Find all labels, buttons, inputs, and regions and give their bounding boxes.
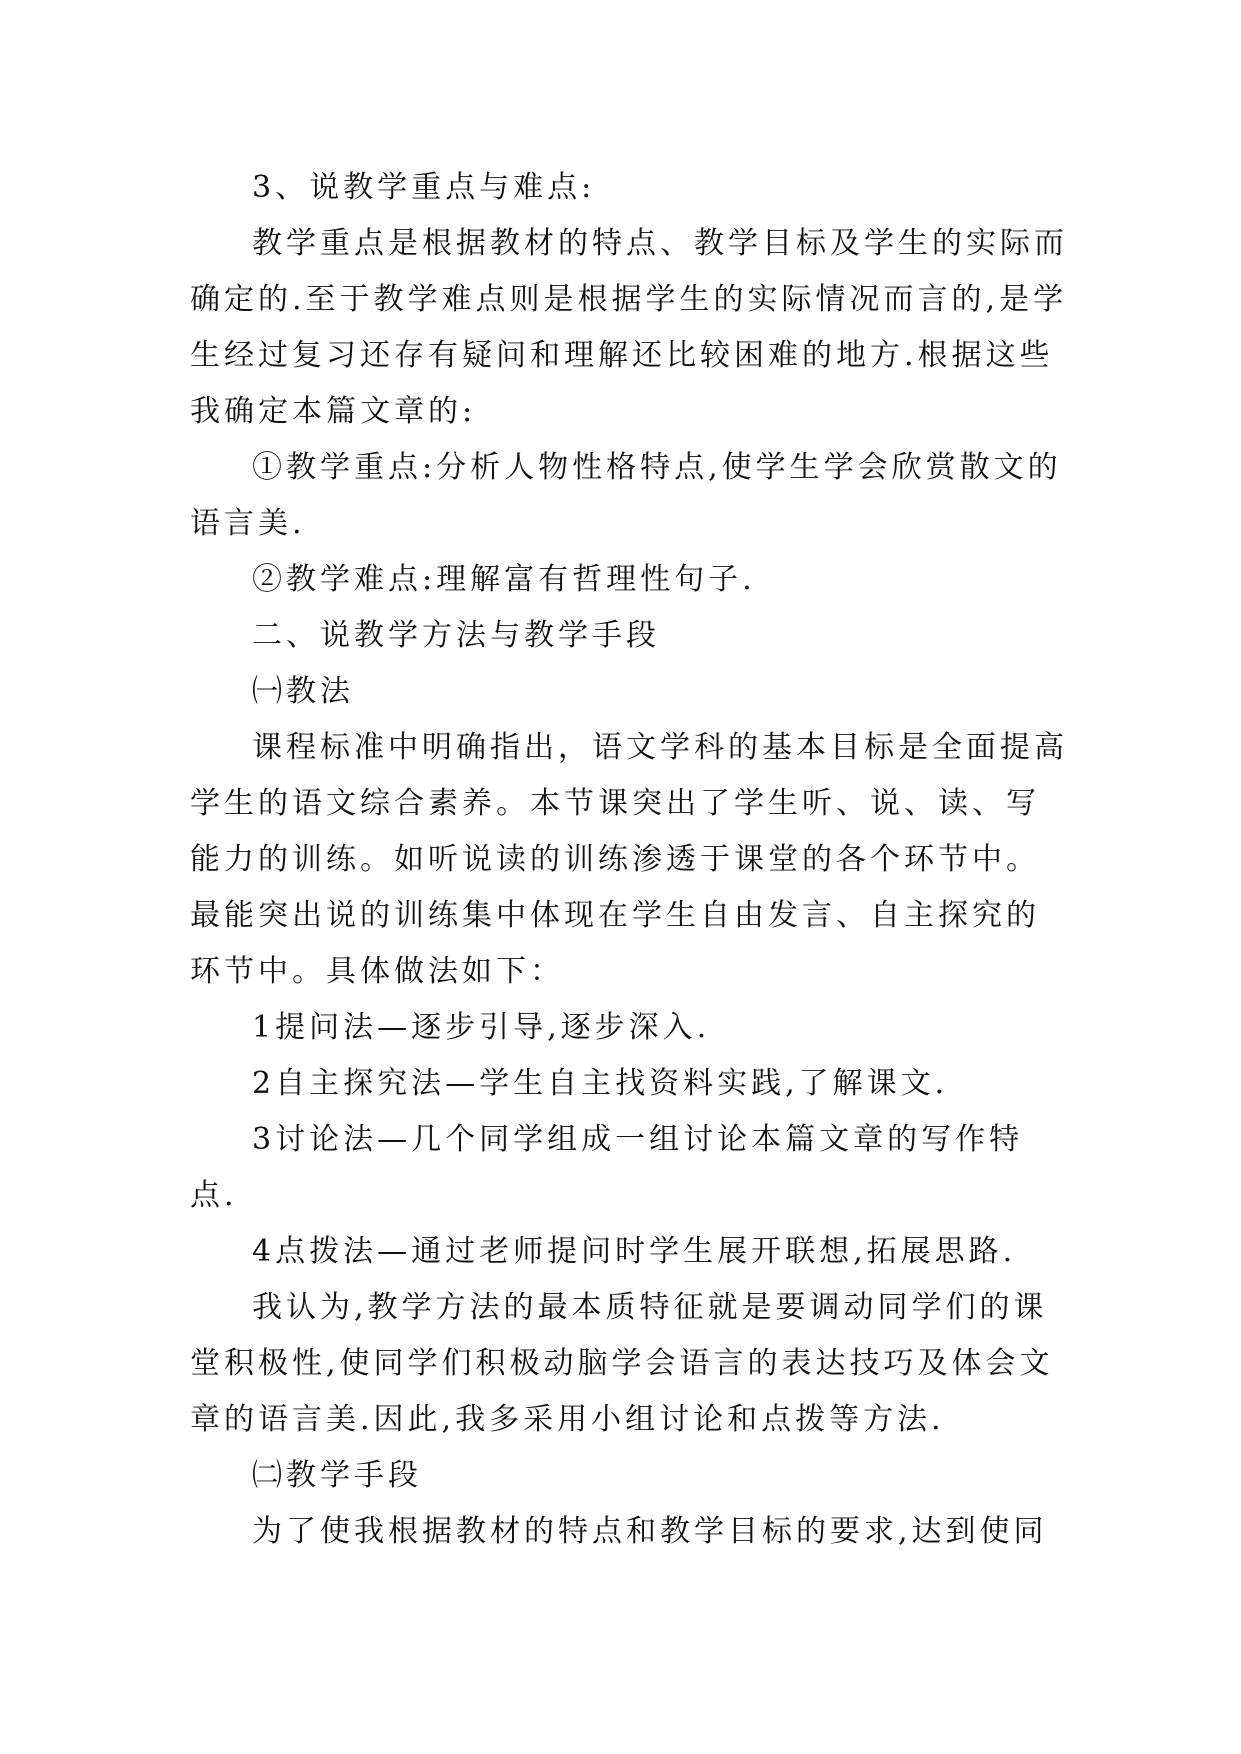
paragraph-curriculum-standard: 课程标准中明确指出，语文学科的基本目标是全面提高学生的语文综合素养。本节课突出了学生听、说、读、写能力的训练。如听说读的训练渗透于课堂的各个环节中。最能突出说的训练集中体现在学生自由发言、自主探究的环节中。具体做法如下： (190, 730, 1068, 989)
list-item-method-3: 3讨论法—几个同学组成一组讨论本篇文章的写作特点. (190, 1122, 1024, 1213)
list-item-difficulty: ②教学难点:理解富有哲理性句子. (252, 562, 756, 597)
paragraph-key-points: 教学重点是根据教材的特点、教学目标及学生的实际而确定的.至于教学难点则是根据学生的实际情况而言的,是学生经过复习还存有疑问和理解还比较困难的地方.根据这些我确定本篇文章的: (190, 226, 1068, 429)
document-body (190, 160, 1070, 1560)
list-item-method-1: 1提问法—逐步引导,逐步深入. (252, 1010, 711, 1045)
heading-teaching-key-points: 3、说教学重点与难点: (252, 170, 596, 205)
paragraph-teaching-means: 为了使我根据教材的特点和教学目标的要求,达到使同 (252, 1514, 1048, 1549)
subheading-teaching-means: ㈡教学手段 (252, 1458, 422, 1493)
list-item-method-4: 4点拨法—通过老师提问时学生展开联想,拓展思路. (252, 1234, 1017, 1269)
section-heading-methods: 二、说教学方法与教学手段 (252, 618, 660, 653)
subheading-teaching-method: ㈠教法 (252, 674, 354, 709)
list-item-focus: ①教学重点:分析人物性格特点,使学生学会欣赏散文的语言美. (190, 450, 1062, 541)
list-item-method-2: 2自主探究法—学生自主找资料实践,了解课文. (252, 1066, 949, 1101)
paragraph-view: 我认为,教学方法的最本质特征就是要调动同学们的课堂积极性,使同学们积极动脑学会语言的表达技巧及体会文章的语言美.因此,我多采用小组讨论和点拨等方法. (190, 1290, 1054, 1437)
